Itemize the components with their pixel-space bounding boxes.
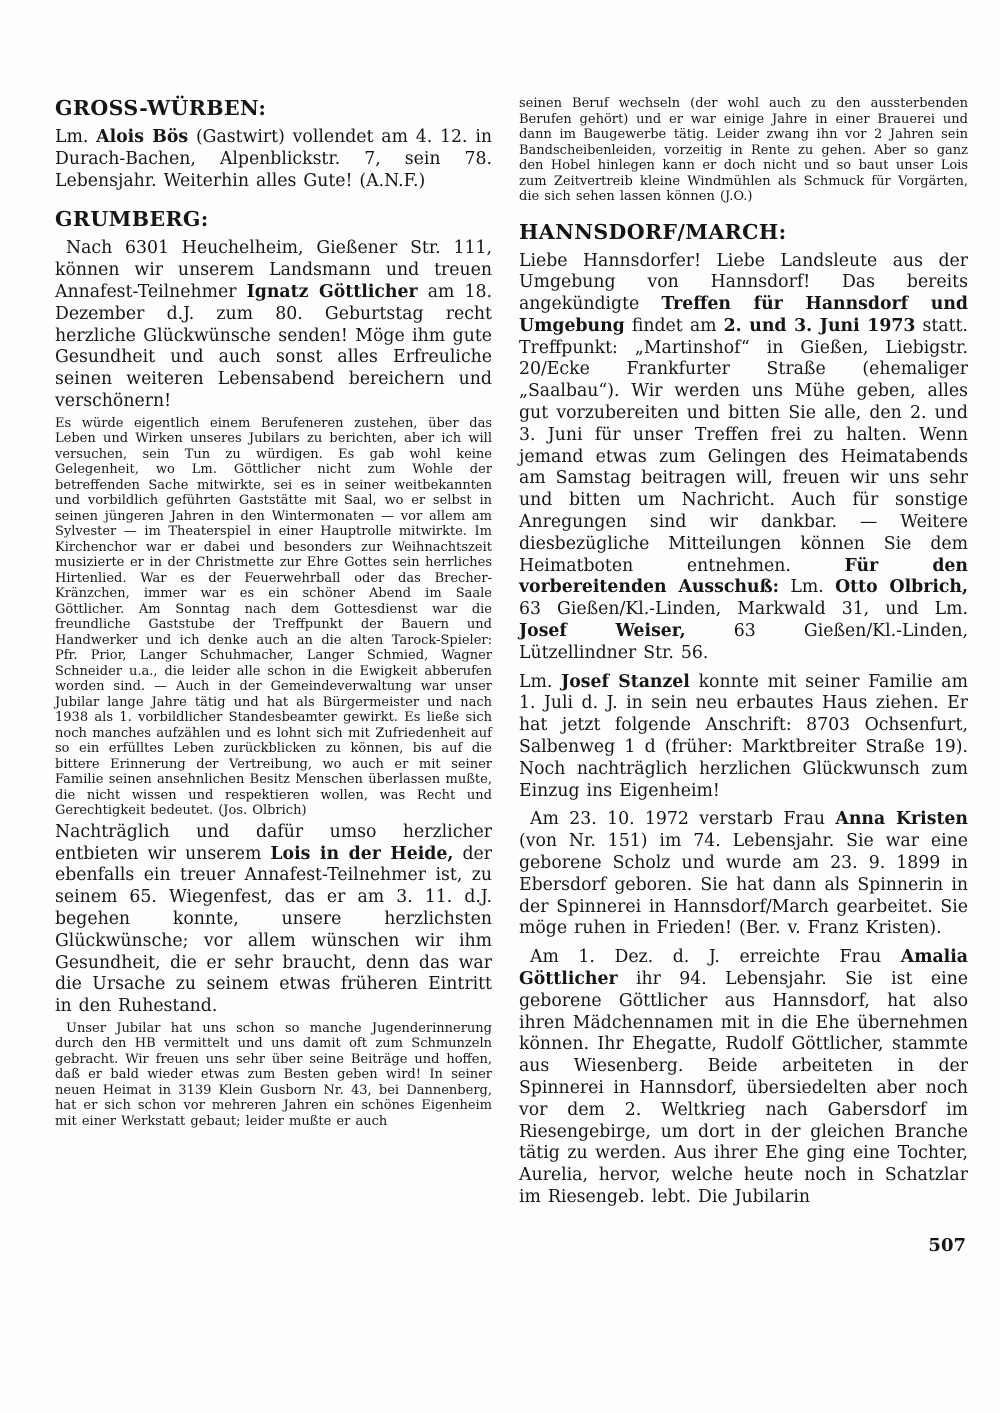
right-column — [519, 96, 968, 1256]
section-heading: GRUMBERG: — [55, 207, 209, 232]
bold-text-run: Ignatz Göttlicher — [246, 281, 418, 302]
paragraph: Nach 6301 Heuchelheim, Gießener Str. 111, können wir unserem Landsmann und treuen Annafest-Teilnehmer Ignatz Göttlicher am 18. Dezember d.J. zum 80. Geburtstag recht herzliche Glückwünsche senden! Möge ihm gute Gesundheit und auch sonst alles Erfreuliche seinen weiteren Lebensabend bereichern und verschönern! — [55, 238, 492, 411]
page-number: 507 — [928, 1234, 966, 1256]
two-column-layout — [55, 96, 968, 1256]
bold-text-run: Anna Kristen — [835, 809, 968, 830]
paragraph: Liebe Hannsdorfer! Liebe Landsleute aus der Umgebung von Hannsdorf! Das bereits angekündigte Treffen für Hannsdorf und Umgebung findet am 2. und 3. Juni 1973 statt. Treffpunkt: „Martinshof“ in Gießen, Liebigstr. 20/Ecke Frankfurter Straße (ehemaliger „Saalbau“). Wir werden uns Mühe geben, alles gut vorzubereiten und bitten Sie alle, den 2. und 3. Juni für unser Treffen frei zu halten. Wenn jemand etwas zum Gelingen des Heimatabends am Samstag beitragen will, freuen wir uns sehr und bitten um Nachricht. Auch für sonstige Anregungen sind wir dankbar. — Weitere diesbezügliche Mitteilungen können Sie dem Heimatboten entnehmen. Für den vorbereitenden Ausschuß: Lm. Otto Olbrich, 63 Gießen/Kl.-Linden, Markwald 31, und Lm. Josef Weiser, 63 Gießen/Kl.-Linden, Lützellindner Str. 56. — [519, 250, 968, 663]
bold-text-run: Josef Weiser, — [519, 621, 686, 642]
bold-text-run: Amalia Göttlicher — [519, 947, 968, 989]
paragraph: Lm. Josef Stanzel konnte mit seiner Familie am 1. Juli d. J. in sein neu erbautes Haus ziehen. Er hat jetzt folgende Anschrift: 8703 Ochsenfurt, Salbenweg 1 d (früher: Marktbreiter Straße 19). Noch nachträglich herzlichen Glückwunsch zum Einzug ins Eigenheim! — [519, 671, 968, 801]
bold-text-run: Alois Bös — [96, 127, 189, 147]
bold-text-run: Treffen für Hannsdorf und Umgebung — [519, 294, 968, 336]
paragraph: Am 1. Dez. d. J. erreichte Frau Amalia Göttlicher ihr 94. Lebensjahr. Sie ist eine geborene Göttlicher aus Hannsdorf, hat also ihren Mädchennamen mit in die Ehe übernehmen können. Ihr Ehegatte, Rudolf Göttlicher, stammte aus Wiesenberg. Beide arbeiteten in der Spinnerei in Hannsdorf, übersiedelten aber noch vor dem 2. Weltkrieg nach Gabersdorf im Riesengebirge, um dort in der gleichen Branche tätig zu werden. Aus ihrer Ehe ging eine Tochter, Aurelia, hervor, welche heute noch in Schatzlar im Riesengeb. lebt. Die Jubilarin — [519, 947, 968, 1207]
bold-text-run: Otto Olbrich, — [835, 577, 968, 598]
paragraph: seinen Beruf wechseln (der wohl auch zu den aussterbenden Berufen gehört) und er war einige Jahre in einer Brauerei und dann im Baugewerbe tätig. Leider zwang ihn vor 2 Jahren sein Bandscheibenleiden, vorzeitig in Rente zu gehen. Aber so ganz den Hobel hinlegen kann er doch nicht und so baut unser Lois zum Zeitvertreib kleine Windmühlen als Schmuck für Vorgärten, die sich sehen lassen können (J.O.) — [519, 96, 968, 204]
left-column — [55, 96, 492, 1256]
bold-text-run: 2. und 3. Juni 1973 — [723, 315, 916, 336]
bold-text-run: Josef Stanzel — [561, 671, 690, 692]
bold-text-run: Für den vorbereitenden Ausschuß: — [519, 555, 968, 598]
bold-text-run: Lois in der Heide, — [270, 843, 454, 864]
section-heading: HANNSDORF/MARCH: — [519, 219, 787, 244]
section-heading: GROSS-WÜRBEN: — [55, 96, 267, 120]
paragraph: Es würde eigentlich einem Berufeneren zustehen, über das Leben und Wirken unseres Jubilars zu berichten, aber ich will versuchen, sein Tun zu würdigen. Es gab wohl keine Gelegenheit, wo Lm. Göttlicher nicht zum Wohle der betreffenden Sache mitwirkte, sei es in seiner weitbekannten und vorbildlich geführten Gaststätte mit Saal, wo er selbst in seinen jüngeren Jahren in den Wintermonaten — vor allem am Sylvester — im Theaterspiel in einer Hauptrolle mitwirkte. Im Kirchenchor war er dabei und besonders zur Weihnachtszeit musizierte er in der Christmette zur Ehre Gottes sein herrliches Hirtenlied. War es der Feuerwehrball oder das Brecher-Kränzchen, immer war es ein schöner Abend im Saale Göttlicher. Am Sonntag nach dem Gottesdienst war die freundliche Gaststube der Treffpunkt der Bauern und Handwerker und ich denke auch an die alten Tarock-Spieler: Pfr. Prior, Langer Schuhmacher, Langer Schmied, Wagner Schneider u.a., die leider alle schon in die Ewigkeit abberufen worden sind. — Auch in der Gemeindeverwaltung war unser Jubilar lange Jahre tätig und hat als Bürgermeister und nach 1938 als 1. vorbildlicher Standesbeamter gewirkt. Es ließe sich noch manches aufzählen und es lohnt sich mit Zufriedenheit auf so ein erfülltes Leben zurückblicken zu können, bis auf die bittere Erinnerung der Vertreibung, wo auch er mit seiner Familie seinen ansehnlichen Besitz Menschen überlassen mußte, die nicht wissen und respektieren wollen, was Recht und Gerechtigkeit bedeutet. (Jos. Olbrich) — [55, 415, 492, 819]
paragraph: Nachträglich und dafür umso herzlicher entbieten wir unserem Lois in der Heide, der ebenfalls ein treuer Annafest-Teilnehmer ist, zu seinem 65. Wiegenfest, das er am 3. 11. d.J. begehen konnte, unsere herzlichsten Glückwünsche; vor allem wünschen wir ihm Gesundheit, die er sehr braucht, denn das war die Ursache zu seinem etwas früheren Eintritt in den Ruhestand. — [55, 821, 492, 1017]
paragraph: Lm. Alois Bös (Gastwirt) vollendet am 4. 12. in Durach-Bachen, Alpenblickstr. 7, sein 78. Lebensjahr. Weiterhin alles Gute! (A.N.F.) — [55, 127, 492, 191]
paragraph: Am 23. 10. 1972 verstarb Frau Anna Kristen (von Nr. 151) im 74. Lebensjahr. Sie war eine geborene Scholz und wurde am 23. 9. 1899 in Ebersdorf geboren. Sie hat dann als Spinnerin in der Spinnerei in Hannsdorf/March gearbeitet. Sie möge ruhen in Frieden! (Ber. v. Franz Kristen). — [519, 809, 968, 939]
paragraph: Unser Jubilar hat uns schon so manche Jugenderinnerung durch den HB vermittelt und uns damit oft zum Schmunzeln gebracht. Wir freuen uns sehr über seine Beiträge und hoffen, daß er bald wieder etwas zum Besten geben wird! In seiner neuen Heimat in 3139 Klein Gusborn Nr. 43, bei Dannenberg, hat er sich schon vor mehreren Jahren ein schönes Eigenheim mit einer Werkstatt gebaut; leider mußte er auch — [55, 1020, 492, 1129]
